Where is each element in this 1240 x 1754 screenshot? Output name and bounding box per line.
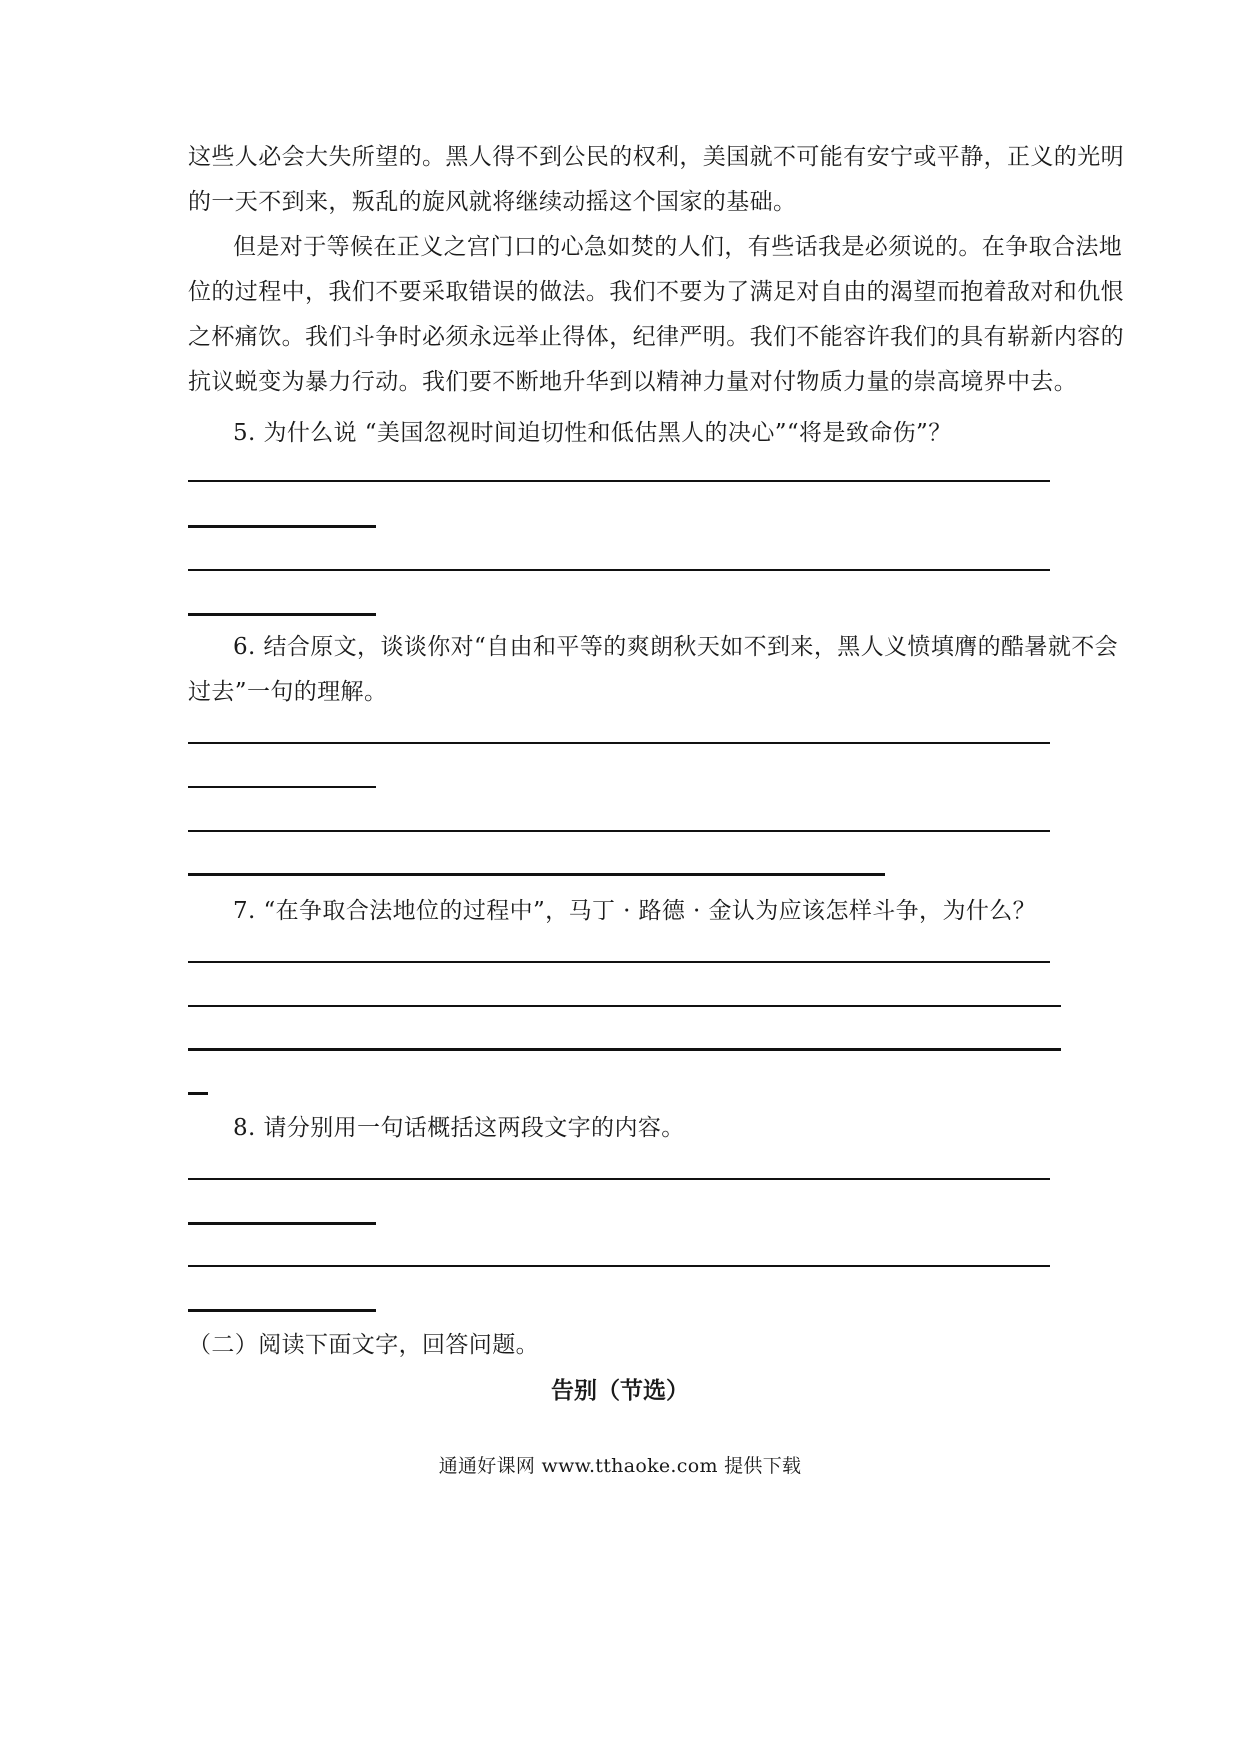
answer-line-q5-3[interactable] <box>188 569 1050 571</box>
answer-line-q8-4[interactable] <box>188 1309 376 1312</box>
section-two-instruction: （二）阅读下面文字，回答问题。 <box>188 1332 539 1358</box>
paragraph-2-line-3: 之杯痛饮。我们斗争时必须永远举止得体，纪律严明。我们不能容许我们的具有崭新内容的 <box>188 324 1124 350</box>
paragraph-1-line-1: 这些人必会大失所望的。黑人得不到公民的权利，美国就不可能有安宁或平静，正义的光明 <box>188 144 1124 170</box>
answer-line-q5-4[interactable] <box>188 613 376 616</box>
passage-title: 告别（节选） <box>551 1377 689 1404</box>
answer-line-q6-3[interactable] <box>188 830 1050 832</box>
answer-line-q7-4[interactable] <box>188 1092 208 1095</box>
answer-line-q8-2[interactable] <box>188 1222 376 1225</box>
answer-line-q6-2[interactable] <box>188 786 376 788</box>
answer-line-q5-2[interactable] <box>188 525 376 528</box>
answer-line-q6-4[interactable] <box>188 873 885 876</box>
question-7: 7. “在争取合法地位的过程中”，马丁 · 路德 · 金认为应该怎样斗争，为什么？ <box>233 898 1037 924</box>
paragraph-2-line-4: 抗议蜕变为暴力行动。我们要不断地升华到以精神力量对付物质力量的崇高境界中去。 <box>188 369 1078 395</box>
answer-line-q8-1[interactable] <box>188 1178 1050 1180</box>
answer-line-q7-3[interactable] <box>188 1048 1061 1051</box>
answer-line-q7-2[interactable] <box>188 1005 1061 1007</box>
question-6-line-1: 6. 结合原文，谈谈你对“自由和平等的爽朗秋天如不到来，黑人义愤填膺的酷暑就不会 <box>233 634 1119 660</box>
question-5: 5. 为什么说 “美国忽视时间迫切性和低估黑人的决心”“将是致命伤”？ <box>233 420 952 446</box>
paragraph-1-line-2: 的一天不到来，叛乱的旋风就将继续动摇这个国家的基础。 <box>188 189 797 215</box>
paragraph-2-line-1: 但是对于等候在正义之宫门口的心急如焚的人们，有些话我是必须说的。在争取合法地 <box>233 234 1123 260</box>
answer-line-q6-1[interactable] <box>188 742 1050 744</box>
answer-line-q5-1[interactable] <box>188 480 1050 482</box>
question-8: 8. 请分别用一句话概括这两段文字的内容。 <box>233 1115 685 1141</box>
page-footer: 通通好课网 www.tthaoke.com 提供下载 <box>438 1455 802 1477</box>
answer-line-q8-3[interactable] <box>188 1265 1050 1267</box>
question-6-line-2: 过去”一句的理解。 <box>188 679 388 705</box>
answer-line-q7-1[interactable] <box>188 961 1050 963</box>
paragraph-2-line-2: 位的过程中，我们不要采取错误的做法。我们不要为了满足对自由的渴望而抱着敌对和仇恨 <box>188 279 1124 305</box>
